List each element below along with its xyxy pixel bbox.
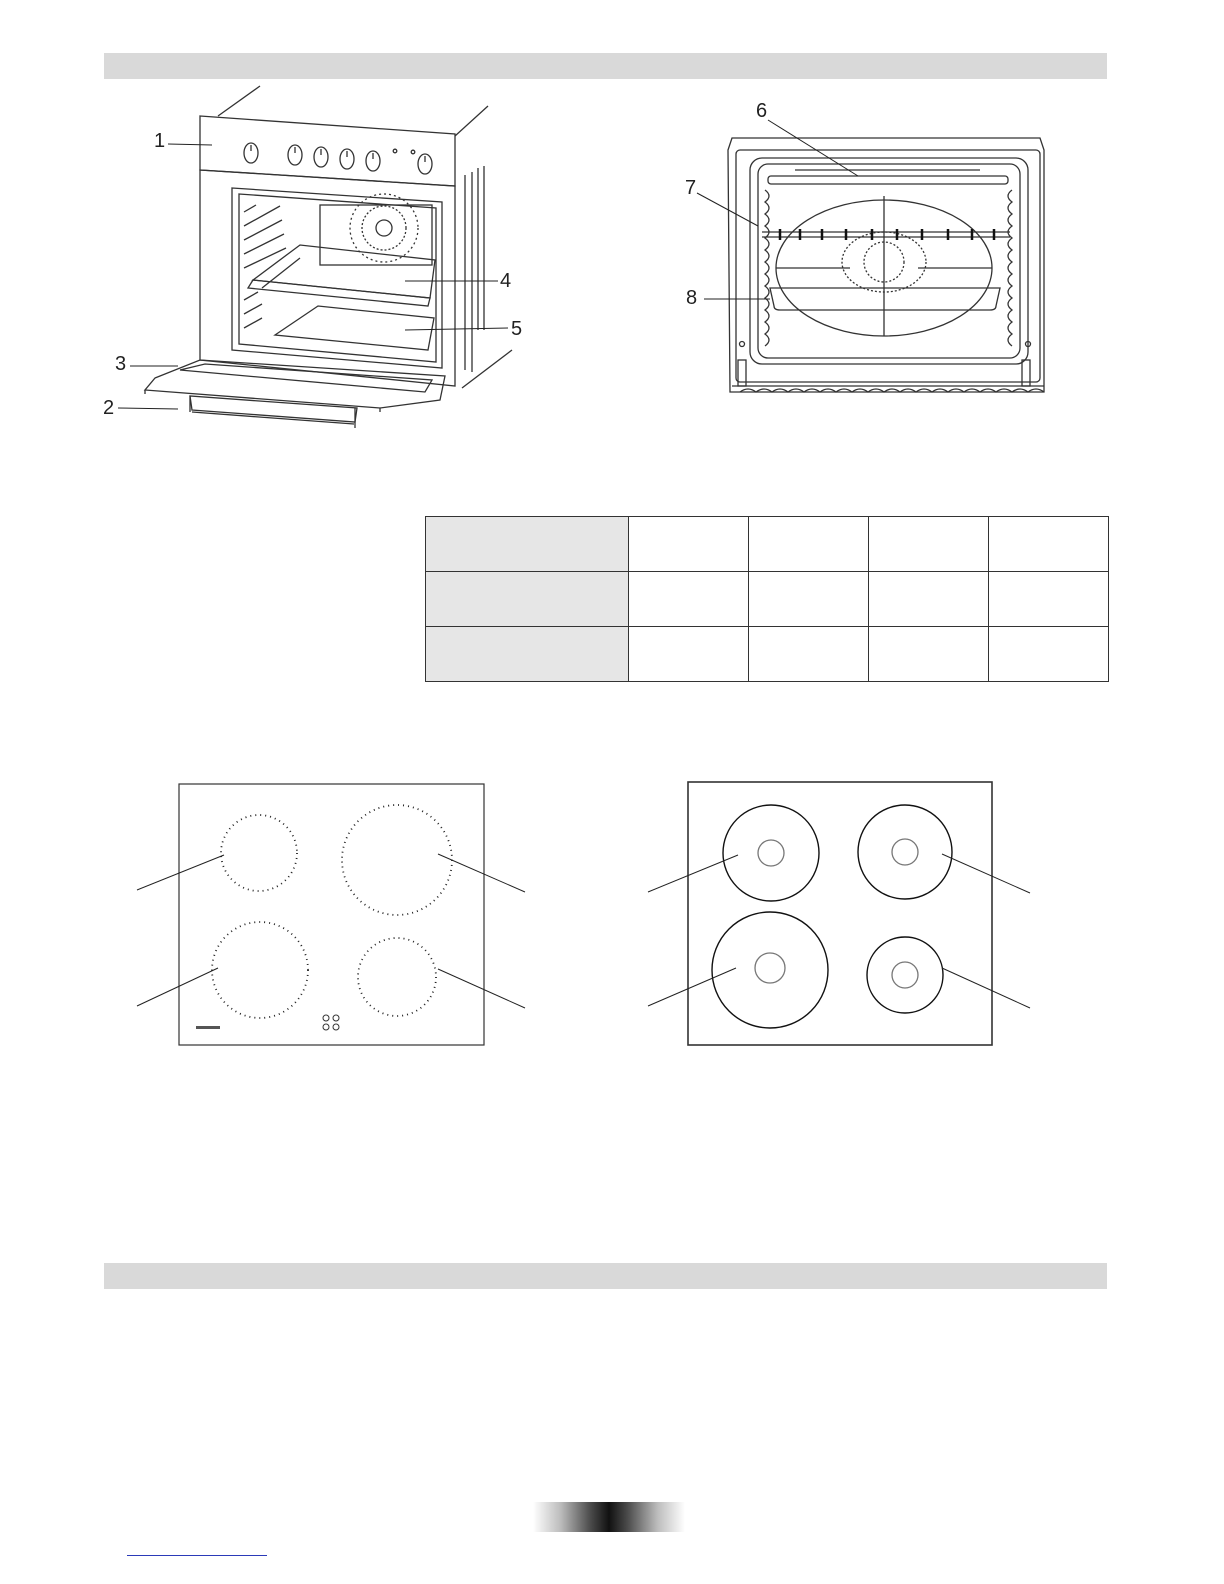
callout-8: 8 [686,287,698,309]
callout-3: 3 [115,353,127,375]
table-cell [629,627,749,682]
table-cell [749,517,869,572]
table-cell [749,572,869,627]
spec-table [425,516,1109,682]
callout-2: 2 [103,397,115,419]
table-cell [869,572,989,627]
table-cell [426,517,629,572]
table-cell [629,572,749,627]
table-row [426,627,1109,682]
callout-6: 6 [756,100,768,122]
table-cell [749,627,869,682]
callout-1: 1 [154,130,166,152]
ceramic-hob-figure [130,780,530,1050]
table-cell [869,517,989,572]
section-header-bar-top [104,53,1107,79]
section-header-bar-bottom [104,1263,1107,1289]
table-cell [426,627,629,682]
table-row [426,517,1109,572]
page-number-tab [533,1502,685,1532]
table-cell [989,627,1109,682]
callout-4: 4 [500,270,512,292]
table-cell [629,517,749,572]
solid-plate-hob-figure [640,778,1040,1050]
table-cell [426,572,629,627]
oven-perspective-figure [100,80,540,440]
table-cell [989,572,1109,627]
oven-cavity-front-figure [680,95,1060,415]
table-row [426,572,1109,627]
footer-link-underline[interactable] [127,1555,267,1556]
callout-5: 5 [511,318,523,340]
table-cell [869,627,989,682]
table-cell [989,517,1109,572]
callout-7: 7 [685,177,697,199]
